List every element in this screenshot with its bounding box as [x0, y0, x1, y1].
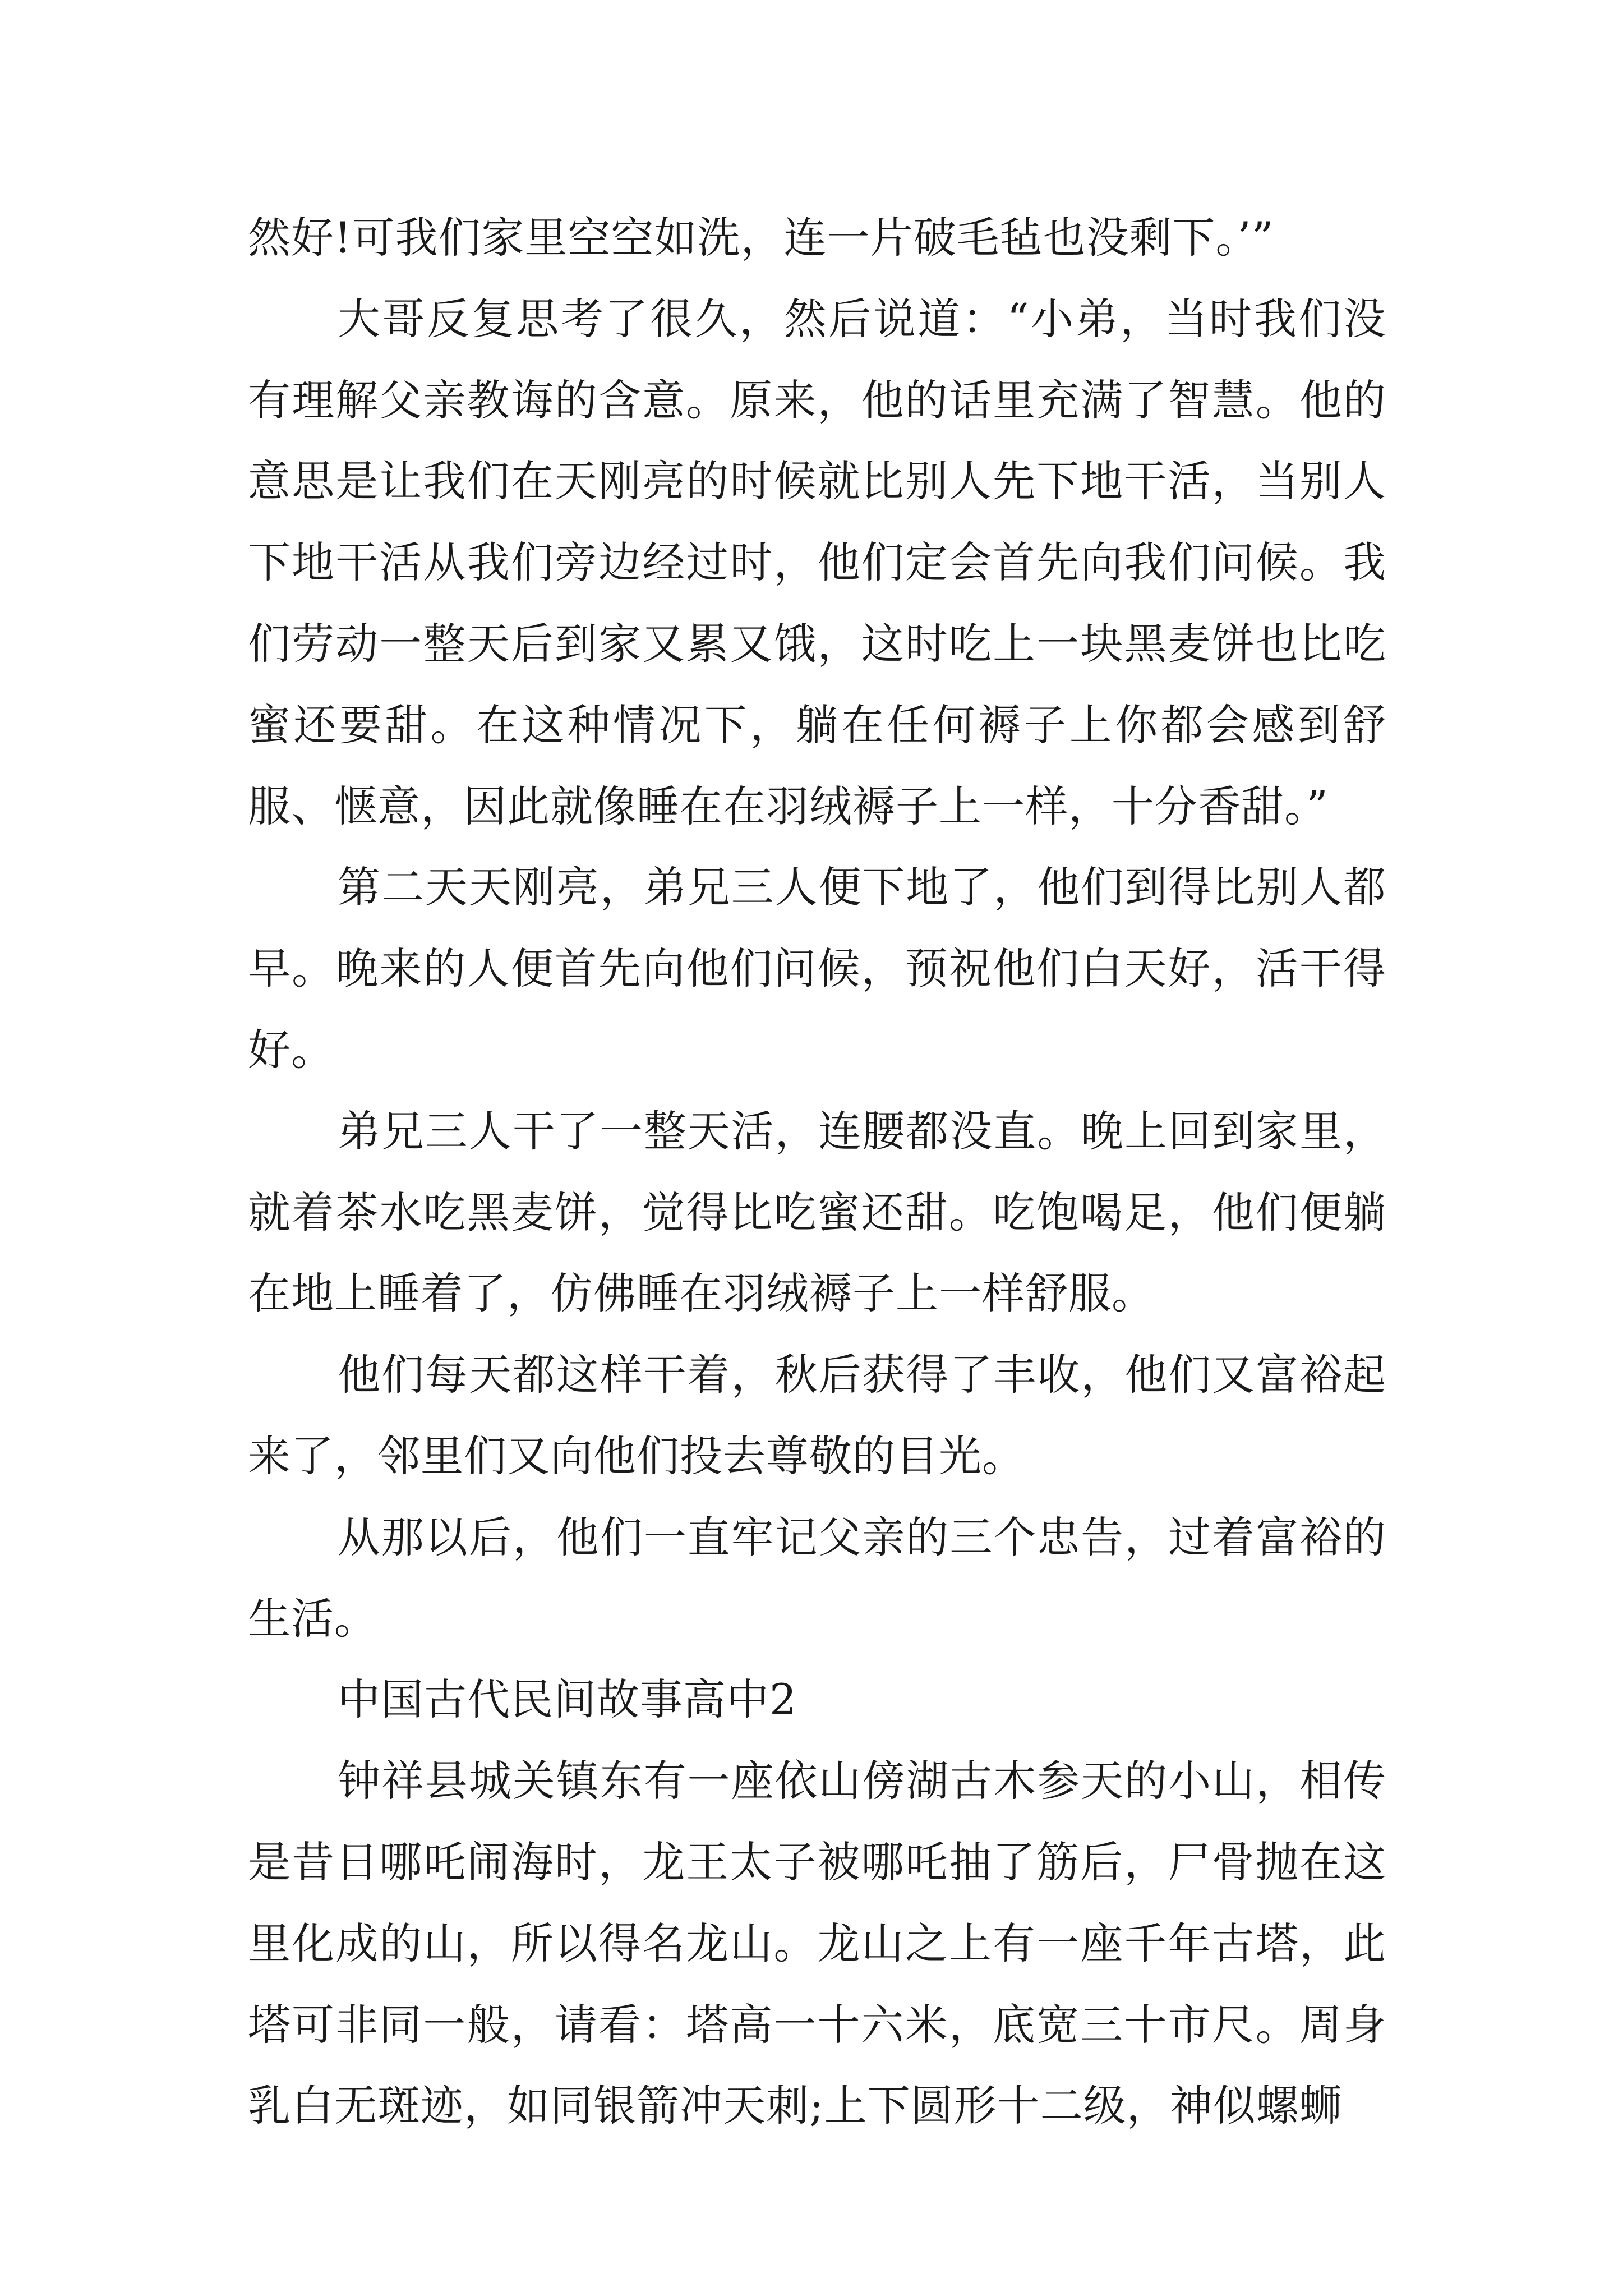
document-body [248, 197, 1386, 2147]
paragraph-harvest: 他们每天都这样干着，秋后获得了丰收，他们又富裕起来了，邻里们又向他们投去尊敬的目光。 [248, 1350, 1386, 1481]
paragraph-day-of-work: 弟兄三人干了一整天活，连腰都没直。晚上回到家里，就着茶水吃黑麦饼，觉得比吃蜜还甜。吃饱喝足，他们便躺在地上睡着了，仿佛睡在羽绒褥子上一样舒服。 [248, 1106, 1386, 1319]
paragraph-ending: 从那以后，他们一直牢记父亲的三个忠告，过着富裕的生活。 [248, 1512, 1386, 1644]
paragraph-next-day: 第二天天刚亮，弟兄三人便下地了，他们到得比别人都早。晚来的人便首先向他们问候，预祝他们白天好，活干得好。 [248, 862, 1386, 1075]
paragraph-longshan-legend: 钟祥县城关镇东有一座依山傍湖古木参天的小山，相传是昔日哪吒闹海时，龙王太子被哪吒抽了筋后，尸骨抛在这里化成的山，所以得名龙山。龙山之上有一座千年古塔，此塔可非同一般，请看：塔高一十六米，底宽三十市尺。周身乳白无斑迹，如同银箭冲天刺;上下圆形十二级，神似螺蛳 [248, 1756, 1386, 2131]
paragraph-elder-brother-explanation: 大哥反复思考了很久，然后说道：“小弟，当时我们没有理解父亲教诲的含意。原来，他的话里充满了智慧。他的意思是让我们在天刚亮的时候就比别人先下地干活，当别人下地干活从我们旁边经过时，他们定会首先向我们问候。我们劳动一整天后到家又累又饿，这时吃上一块黑麦饼也比吃蜜还要甜。在这种情况下，躺在任何褥子上你都会感到舒服、惬意，因此就像睡在在羽绒褥子上一样，十分香甜。” [248, 293, 1386, 831]
section-heading: 中国古代民间故事高中2 [338, 1674, 797, 1725]
paragraph-continuation: 然好!可我们家里空空如洗，连一片破毛毡也没剩下。’” [248, 213, 1274, 263]
